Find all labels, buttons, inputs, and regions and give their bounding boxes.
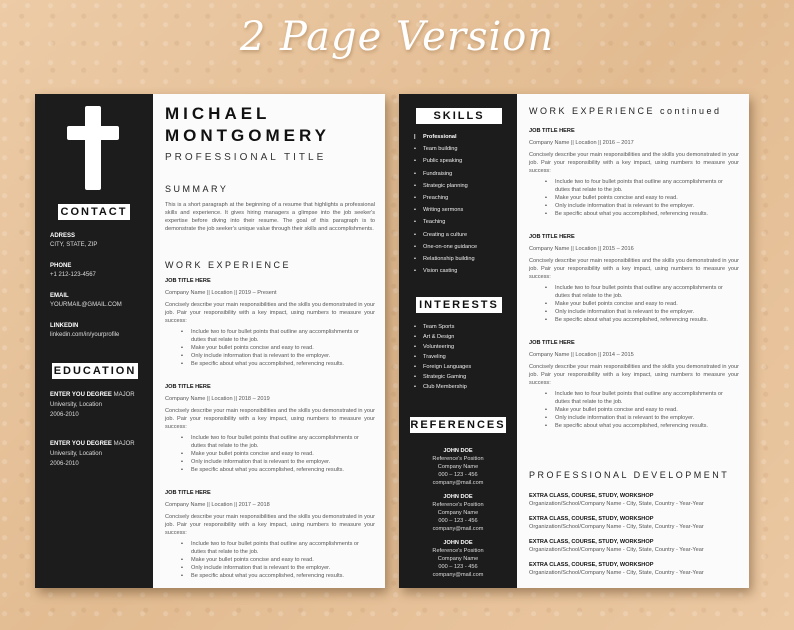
skill-item: • Public speaking — [414, 158, 477, 170]
skill-item: • Relationship building — [414, 256, 477, 268]
skill-item: • Creating a culture — [414, 232, 477, 244]
job-title: JOB TITLE HERE — [165, 490, 211, 496]
phone-value: +1 212-123-4567 — [50, 272, 96, 278]
pd-detail: Organization/School/Company Name - City, State, Country - Year-Year — [529, 524, 704, 530]
bullet: • Include two to four bullet points that outline any accomplishments or duties that relate to the job. — [191, 540, 375, 556]
reference-phone: 000 – 123 - 456 — [438, 564, 478, 570]
pd-title: EXTRA CLASS, COURSE, STUDY, WORKSHOP — [529, 539, 654, 545]
name-last: MONTGOMERY — [165, 126, 330, 145]
skill-item: • Teaching — [414, 219, 477, 231]
skill-item: • Vision casting — [414, 268, 477, 280]
job-description: Concisely describe your main responsibilities and the skills you demonstrated in your job. Pair your responsibility with a key impact, using numbers to measure your success: — [529, 258, 739, 280]
address-value: CITY, STATE, ZIP — [50, 242, 98, 248]
bullet: • Be specific about what you accomplished, referencing results. — [191, 360, 375, 368]
references-heading: REFERENCES — [410, 419, 506, 431]
job-company: Company Name || Location || 2015 – 2016 — [529, 246, 634, 252]
interest-item: • Team Sports — [414, 324, 471, 334]
linkedin-label: LINKEDIN — [50, 323, 79, 329]
pd-detail: Organization/School/Company Name - City, State, Country - Year-Year — [529, 547, 704, 553]
bullet: • Only include information that is relevant to the employer. — [191, 352, 375, 360]
reference-position: Reference's Position — [432, 502, 484, 508]
name-first: MICHAEL — [165, 104, 271, 123]
professional-title: PROFESSIONAL TITLE — [165, 152, 327, 163]
skill-item: • Preaching — [414, 195, 477, 207]
skills-heading: SKILLS — [416, 108, 502, 124]
job-title: JOB TITLE HERE — [529, 234, 575, 240]
pd-detail: Organization/School/Company Name - City, State, Country - Year-Year — [529, 570, 704, 576]
email-value: YOURMAIL@GMAIL.COM — [50, 302, 122, 308]
reference-company: Company Name — [437, 464, 479, 470]
major: MAJOR — [113, 392, 135, 398]
job-company: Company Name || Location || 2018 – 2019 — [165, 396, 270, 402]
email-label: EMAIL — [50, 293, 69, 299]
pd-title: EXTRA CLASS, COURSE, STUDY, WORKSHOP — [529, 493, 654, 499]
interest-item: • Club Membership — [414, 384, 471, 394]
job-bullets — [555, 390, 739, 430]
bullet: • Only include information that is relevant to the employer. — [191, 458, 375, 466]
bullet: • Make your bullet points concise and easy to read. — [191, 344, 375, 352]
bullet: • Make your bullet points concise and easy to read. — [555, 406, 739, 414]
job-title: JOB TITLE HERE — [165, 384, 211, 390]
bullet: • Include two to four bullet points that outline any accomplishments or duties that relate to the job. — [191, 328, 375, 344]
bullet: • Make your bullet points concise and easy to read. — [555, 194, 739, 202]
work-heading: WORK EXPERIENCE — [165, 260, 292, 270]
bullet: • Make your bullet points concise and easy to read. — [555, 300, 739, 308]
education-entry — [50, 439, 135, 469]
bullet: • Only include information that is relevant to the employer. — [555, 414, 739, 422]
contact-heading: CONTACT — [58, 204, 130, 220]
school: University, Location — [50, 402, 102, 408]
bullet: • Include two to four bullet points that outline any accomplishments or duties that relate to the job. — [555, 284, 739, 300]
bullet: • Only include information that is relevant to the employer. — [555, 308, 739, 316]
reference-entry — [399, 539, 517, 579]
bullet: • Be specific about what you accomplished, referencing results. — [191, 466, 375, 474]
pd-title: EXTRA CLASS, COURSE, STUDY, WORKSHOP — [529, 562, 654, 568]
reference-entry — [399, 447, 517, 487]
job-title: JOB TITLE HERE — [529, 128, 575, 134]
interest-item: • Traveling — [414, 354, 471, 364]
job-bullets — [555, 178, 739, 218]
interest-item: • Foreign Languages — [414, 364, 471, 374]
skill-item: • Strategic planning — [414, 183, 477, 195]
phone-label: PHONE — [50, 263, 72, 269]
interest-item: • Strategic Gaming — [414, 374, 471, 384]
interest-item: • Art & Design — [414, 334, 471, 344]
bullet: • Only include information that is relevant to the employer. — [555, 202, 739, 210]
degree: ENTER YOU DEGREE — [50, 392, 112, 398]
job-title: JOB TITLE HERE — [165, 278, 211, 284]
resume-page-1 — [35, 94, 385, 588]
years: 2006-2010 — [50, 461, 79, 467]
bullet: • Include two to four bullet points that outline any accomplishments or duties that relate to the job. — [191, 434, 375, 450]
reference-entry — [399, 493, 517, 533]
bullet: • Include two to four bullet points that outline any accomplishments or duties that relate to the job. — [555, 390, 739, 406]
address-label: ADRESS — [50, 233, 76, 239]
degree: ENTER YOU DEGREE — [50, 441, 112, 447]
skill-item: | Professional — [414, 134, 477, 146]
work-continued-heading: WORK EXPERIENCE continued — [529, 106, 722, 116]
resume-page-2 — [399, 94, 749, 588]
summary-text: This is a short paragraph at the beginning of a resume that highlights a professional skills and experience. It gives hiring managers a glimpse into the job seeker's expertise before diving into their resume. The goal of this paragraph is to demonstrate the job seeker's unique value through their skills and accomplishments. — [165, 202, 375, 232]
job-title: JOB TITLE HERE — [529, 340, 575, 346]
job-bullets — [191, 434, 375, 474]
reference-position: Reference's Position — [432, 456, 484, 462]
job-bullets — [191, 540, 375, 580]
job-company: Company Name || Location || 2014 – 2015 — [529, 352, 634, 358]
interests-heading: INTERESTS — [416, 297, 502, 313]
school: University, Location — [50, 451, 102, 457]
summary-heading: SUMMARY — [165, 184, 229, 194]
job-description: Concisely describe your main responsibilities and the skills you demonstrated in your job. Pair your responsibility with a key impact, using numbers to measure your success: — [165, 514, 375, 536]
bullet: • Only include information that is relevant to the employer. — [191, 564, 375, 572]
job-description: Concisely describe your main responsibilities and the skills you demonstrated in your job. Pair your responsibility with a key impact, using numbers to measure your success: — [165, 408, 375, 430]
skills-list — [414, 134, 477, 280]
sidebar — [35, 94, 153, 588]
job-bullets — [555, 284, 739, 324]
reference-name: JOHN DOE — [443, 448, 473, 454]
bullet: • Be specific about what you accomplished, referencing results. — [555, 422, 739, 430]
banner-title: 2 Page Version — [239, 14, 555, 60]
pd-detail: Organization/School/Company Name - City, State, Country - Year-Year — [529, 501, 704, 507]
reference-email: company@mail.com — [432, 480, 484, 486]
job-company: Company Name || Location || 2017 – 2018 — [165, 502, 270, 508]
reference-phone: 000 – 123 - 456 — [438, 472, 478, 478]
reference-email: company@mail.com — [432, 572, 484, 578]
linkedin-value: linkedin.com/in/yourprofile — [50, 332, 120, 338]
bullet: • Be specific about what you accomplished, referencing results. — [191, 572, 375, 580]
job-company: Company Name || Location || 2019 – Present — [165, 290, 277, 296]
reference-name: JOHN DOE — [443, 494, 473, 500]
job-description: Concisely describe your main responsibilities and the skills you demonstrated in your job. Pair your responsibility with a key impact, using numbers to measure your success: — [529, 152, 739, 174]
major: MAJOR — [113, 441, 135, 447]
job-bullets — [191, 328, 375, 368]
reference-email: company@mail.com — [432, 526, 484, 532]
reference-company: Company Name — [437, 510, 479, 516]
bullet: • Include two to four bullet points that outline any accomplishments or duties that relate to the job. — [555, 178, 739, 194]
job-description: Concisely describe your main responsibilities and the skills you demonstrated in your job. Pair your responsibility with a key impact, using numbers to measure your success: — [165, 302, 375, 324]
interest-item: • Volunteering — [414, 344, 471, 354]
bullet: • Be specific about what you accomplished, referencing results. — [555, 316, 739, 324]
bullet: • Make your bullet points concise and easy to read. — [191, 556, 375, 564]
skill-item: • Team building — [414, 146, 477, 158]
pd-title: EXTRA CLASS, COURSE, STUDY, WORKSHOP — [529, 516, 654, 522]
reference-name: JOHN DOE — [443, 540, 473, 546]
education-entry — [50, 390, 135, 420]
skill-item: • Fundraising — [414, 171, 477, 183]
education-heading: EDUCATION — [53, 365, 137, 377]
skill-item: • Writing sermons — [414, 207, 477, 219]
reference-company: Company Name — [437, 556, 479, 562]
sidebar — [399, 94, 517, 588]
bullet: • Be specific about what you accomplished, referencing results. — [555, 210, 739, 218]
job-company: Company Name || Location || 2016 – 2017 — [529, 140, 634, 146]
reference-position: Reference's Position — [432, 548, 484, 554]
skill-item: • One-on-one guidance — [414, 244, 477, 256]
interests-list — [414, 324, 471, 394]
professional-development-heading: PROFESSIONAL DEVELOPMENT — [529, 470, 730, 480]
bullet: • Make your bullet points concise and easy to read. — [191, 450, 375, 458]
reference-phone: 000 – 123 - 456 — [438, 518, 478, 524]
years: 2006-2010 — [50, 412, 79, 418]
job-description: Concisely describe your main responsibilities and the skills you demonstrated in your job. Pair your responsibility with a key impact, using numbers to measure your success: — [529, 364, 739, 386]
